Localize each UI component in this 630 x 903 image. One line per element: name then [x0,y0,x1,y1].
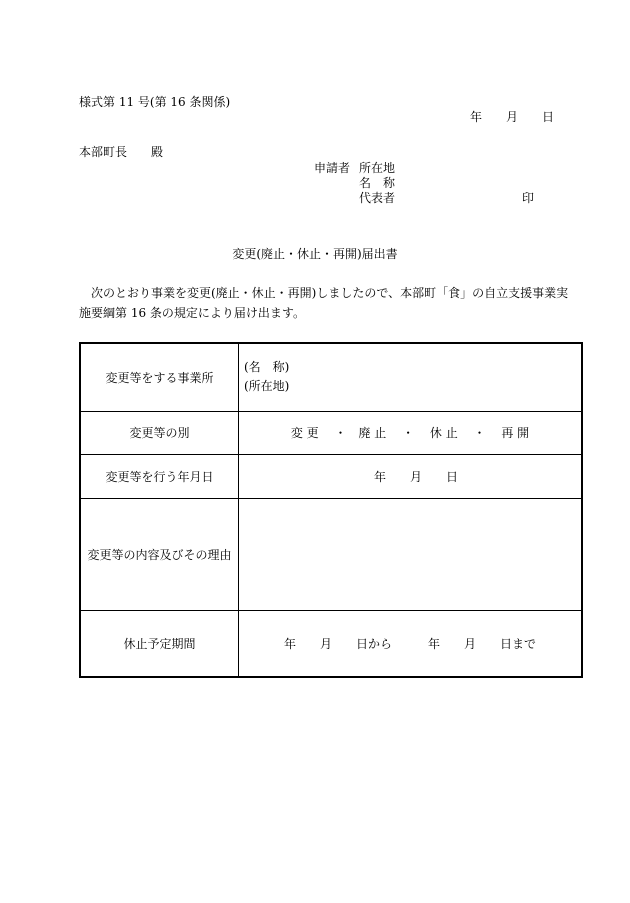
row-label-office: 変更等をする事業所 [80,343,239,411]
document-title: 変更(廃止・休止・再開)届出書 [232,247,398,261]
addressee: 本部町長 殿 [79,145,164,159]
row-label-suspension-period: 休止予定期間 [80,610,239,677]
table-row [80,454,582,498]
row-label-content-reason: 変更等の内容及びその理由 [80,498,239,610]
applicant-rep-label: 代表者 [359,191,396,205]
change-type-options[interactable]: 変 更 ・ 廃 止 ・ 休 止 ・ 再 開 [239,411,583,454]
office-address-label: (所在地) [244,379,290,394]
office-name-label: (名 称) [244,360,290,375]
form-table [79,342,583,678]
office-field[interactable] [239,343,583,411]
seal-mark: 印 [522,191,535,205]
table-row [80,411,582,454]
row-label-change-date: 変更等を行う年月日 [80,454,239,498]
body-text-line1: 次のとおり事業を変更(廃止・休止・再開)しましたので、本部町「食」の自立支援事業実 [91,286,569,300]
table-row [80,343,582,411]
table-row [80,610,582,677]
date-line: 年 月 日 [470,110,555,124]
change-date-field[interactable]: 年 月 日 [239,454,583,498]
suspension-period-field[interactable]: 年 月 日から 年 月 日まで [239,610,583,677]
applicant-name-label: 名 称 [359,176,396,190]
body-text-line2: 施要綱第 16 条の規定により届け出ます。 [79,306,305,320]
form-number: 様式第 11 号(第 16 条関係) [79,95,231,109]
table-row [80,498,582,610]
content-reason-field[interactable] [239,498,583,610]
row-label-change-type: 変更等の別 [80,411,239,454]
applicant-label: 申請者 [314,161,351,175]
applicant-address-label: 所在地 [359,161,396,175]
